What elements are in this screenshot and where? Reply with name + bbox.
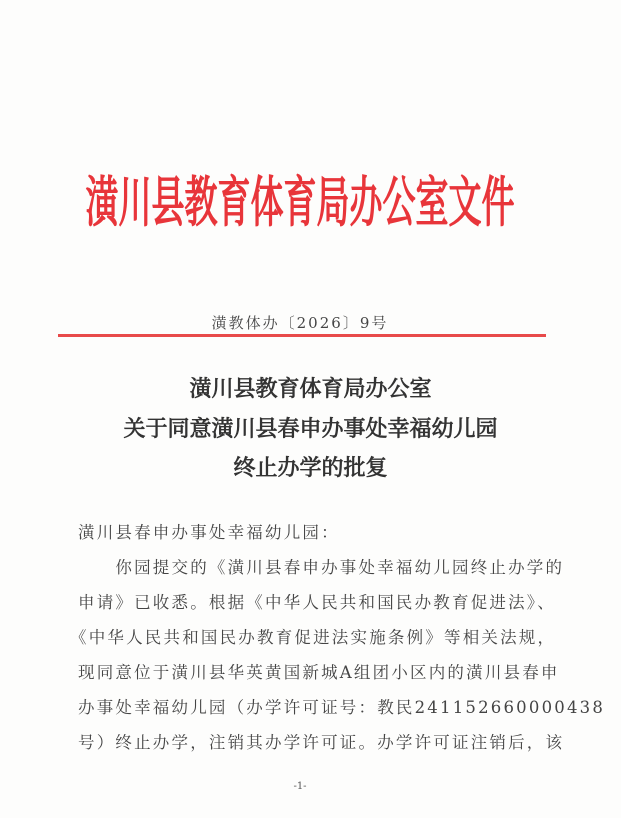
title-line-2: 关于同意潢川县春申办事处幸福幼儿园 (123, 416, 498, 442)
body-line: 号）终止办学，注销其办学许可证。办学许可证注销后，该 (78, 733, 565, 752)
body-line: 现同意位于潢川县华英黄国新城A组团小区内的潢川县春申 (78, 663, 560, 682)
body-line: 《中华人民共和国民办教育促进法实施条例》等相关法规， (70, 628, 557, 647)
body-line: 你园提交的《潢川县春申办事处幸福幼儿园终止办学的 (78, 558, 565, 577)
document-number: 潢教体办〔2026〕9号 (211, 314, 389, 332)
page-number: -1- (293, 781, 307, 792)
title-line-3: 终止办学的批复 (233, 455, 388, 481)
body-line: 办事处幸福幼儿园（办学许可证号：教民241152660000438 (78, 698, 606, 717)
title-line-1: 潢川县教育体育局办公室 (189, 376, 432, 402)
document-header-title: 潢川县教育体育局办公室文件 (85, 169, 515, 235)
body-line: 申请》已收悉。根据《中华人民共和国民办教育促进法》、 (78, 593, 556, 612)
addressee: 潢川县春申办事处幸福幼儿园： (78, 523, 340, 542)
red-divider-line (58, 334, 546, 337)
